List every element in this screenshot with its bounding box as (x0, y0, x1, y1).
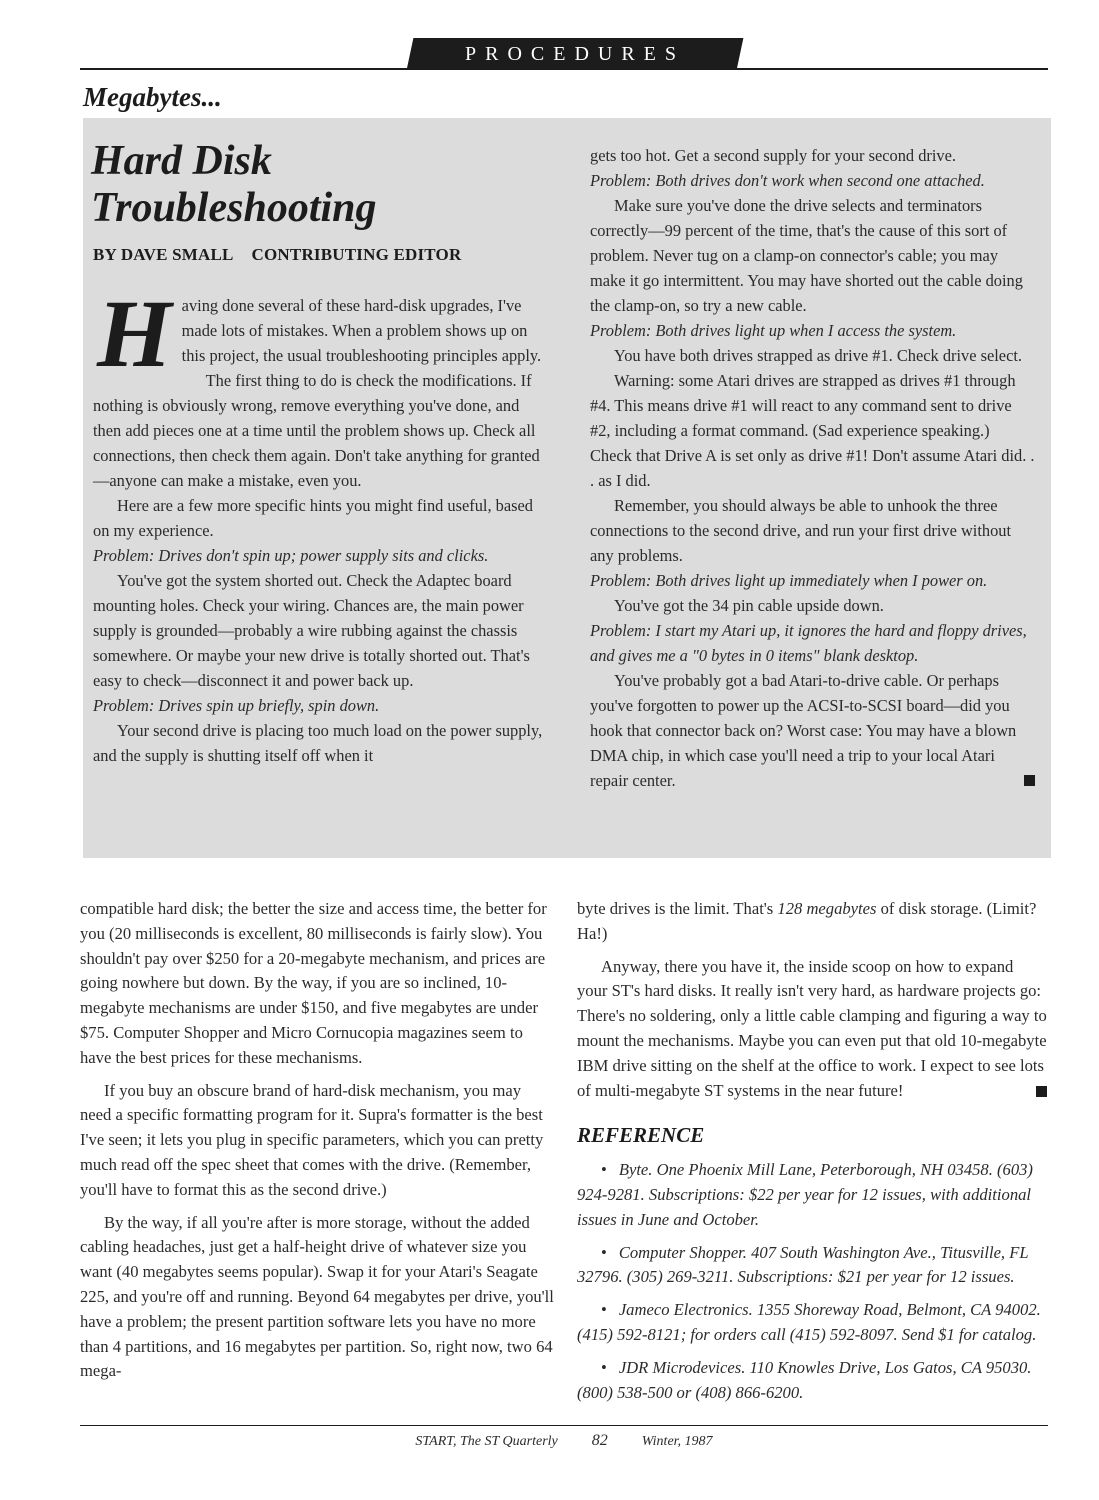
bullet-icon: • (601, 1357, 607, 1377)
lower-left-column (80, 897, 555, 1384)
paragraph (577, 955, 1047, 1104)
article-title (91, 138, 551, 232)
paragraph: Your second drive is placing too much load on the power supply, and the supply is shutting itself off when it (93, 721, 543, 765)
drop-cap: H (97, 280, 172, 387)
footer-publication: START, The ST Quarterly (415, 1434, 558, 1449)
reference-text: Byte. One Phoenix Mill Lane, Peterborough, NH 03458. (603) 924-9281. Subscriptions: $22 per year for 12 issues, with additional issues in June and October. (577, 1160, 1033, 1229)
paragraph (577, 897, 1047, 947)
reference-item (577, 1158, 1047, 1232)
paragraph-text: Anyway, there you have it, the inside scoop on how to expand your ST's hard disks. It really isn't very hard, as hardware projects go: There's no soldering, only a little cable clamping and figuring a way to mount the mechanisms. Maybe you can even put that old 10-megabyte IBM drive sitting on the shelf at the office to work. I expect to see lots of multi-megabyte ST systems in the near future! (577, 956, 1047, 1100)
paragraph-text: You've probably got a bad Atari-to-drive cable. Or perhaps you've forgotten to power up the ACSI-to-SCSI board—did you hook that connector back on? Worst case: You may have a blown DMA chip, in which case you'll need a trip to your local Atari repair center. (590, 671, 1017, 790)
box-left-column (93, 280, 548, 768)
paragraph: Remember, you should always be able to unhook the three connections to the second drive, and run your first drive without any problems. (590, 496, 1012, 565)
page-footer (80, 1432, 1048, 1450)
byline-author: BY DAVE SMALL (93, 245, 234, 264)
end-mark-icon (1024, 775, 1035, 786)
reference-item (577, 1241, 1047, 1291)
paragraph-text: of disk storage. (Limit? Ha!) (577, 899, 1037, 943)
problem-heading: Problem: Drives don't spin up; power supply sits and clicks. (93, 546, 489, 565)
end-mark-icon (1036, 1086, 1047, 1097)
reference-text: JDR Microdevices. 110 Knowles Drive, Los Gatos, CA 95030. (800) 538-500 or (408) 866-6200. (577, 1357, 1032, 1402)
reference-item (577, 1298, 1047, 1348)
paragraph: You've got the 34 pin cable upside down. (614, 596, 884, 615)
bullet-icon: • (601, 1242, 607, 1262)
paragraph: You have both drives strapped as drive #1. Check drive select. (614, 346, 1023, 365)
byline (93, 245, 461, 265)
lower-right-column (577, 897, 1047, 1405)
footer-issue: Winter, 1987 (641, 1434, 713, 1449)
paragraph (93, 280, 548, 387)
emphasis: 128 megabytes (777, 899, 877, 918)
paragraph: The first thing to do is check the modifications. If nothing is obviously wrong, remove everything you've done, and then add pieces one at a time until the problem shows up. Check all connections, then check them again. Don't take anything for granted—anyone can make a mistake, even you. (93, 371, 540, 490)
kicker: Megabytes... (83, 82, 222, 112)
box-right-column (590, 143, 1035, 793)
reference-item (577, 1356, 1047, 1406)
footer-rule (80, 1425, 1048, 1426)
paragraph: Warning: some Atari drives are strapped as drives #1 through #4. This means drive #1 will react to any command sent to drive #2, including a format command. (Sad experience speaking.) Check that Drive A is set only as drive #1! Don't assume Atari did. . . as I did. (590, 371, 1035, 490)
problem-heading: Problem: I start my Atari up, it ignores the hard and floppy drives, and gives me a "0 bytes in 0 items" blank desktop. (590, 621, 1027, 665)
paragraph: compatible hard disk; the better the size and access time, the better for you (20 milliseconds is excellent, 80 milliseconds is fairly slow). You shouldn't pay over $250 for a 20-megabyte mechanism, and prices are going nowhere but down. By the way, if you are so inclined, 10-megabyte mechanisms are under $150, and five megabytes are under $75. Computer Shopper and Micro Cornucopia magazines seem to have the best prices for these mechanisms. (80, 899, 547, 1067)
header-rule (80, 68, 1048, 70)
paragraph: gets too hot. Get a second supply for your second drive. (590, 146, 956, 165)
problem-heading: Problem: Both drives light up when I access the system. (590, 321, 957, 340)
paragraph-text: byte drives is the limit. That's (577, 899, 778, 918)
problem-heading: Problem: Both drives light up immediately when I power on. (590, 571, 988, 590)
article-title-line2: Troubleshooting (91, 185, 377, 231)
paragraph: Make sure you've done the drive selects and terminators correctly—99 percent of the time, that's the cause of this sort of problem. Never tug on a clamp-on connector's cable; you may make it go intermittent. You may have shorted out the cable doing the clamp-on, so try a new cable. (590, 196, 1023, 315)
paragraph (590, 668, 1035, 793)
section-banner: PROCEDURES (464, 43, 686, 65)
byline-role: CONTRIBUTING EDITOR (251, 245, 462, 264)
bullet-icon: • (601, 1300, 607, 1320)
article-title-line1: Hard Disk (91, 138, 272, 184)
paragraph: By the way, if all you're after is more storage, without the added cabling headaches, just get a half-height drive of whatever size you want (40 megabytes seems popular). Swap it for your Atari's Seagate 225, and you're off and running. Beyond 64 megabytes per drive, you'll have a problem; the present partition software lets you have no more than 4 partitions, and 16 megabytes per partition. So, right now, two 64 mega- (80, 1212, 554, 1381)
problem-heading: Problem: Both drives don't work when second one attached. (590, 171, 985, 190)
paragraph: You've got the system shorted out. Check the Adaptec board mounting holes. Check your wiring. Chances are, the main power supply is grounded—probably a wire rubbing against the chassis somewhere. Or maybe your new drive is totally shorted out. That's easy to check—disconnect it and power back up. (93, 571, 530, 690)
page-number: 82 (591, 1432, 608, 1449)
paragraph-text: aving done several of these hard-disk upgrades, I've made lots of mistakes. When a problem shows up on this project, the usual troubleshooting principles apply. (181, 296, 542, 365)
reference-heading: REFERENCE (577, 1123, 705, 1148)
paragraph: If you buy an obscure brand of hard-disk mechanism, you may need a specific formatting program for it. Supra's formatter is the best I've seen; it lets you plug in specific parameters, which you can pretty much read off the spec sheet that comes with the drive. (Remember, you'll have to format this as the second drive.) (80, 1080, 544, 1199)
paragraph: Here are a few more specific hints you might find useful, based on my experience. (93, 496, 534, 540)
bullet-icon: • (601, 1160, 607, 1180)
reference-text: Computer Shopper. 407 South Washington Ave., Titusville, FL 32796. (305) 269-3211. Subscriptions: $21 per year for 12 issues. (577, 1242, 1029, 1287)
problem-heading: Problem: Drives spin up briefly, spin down. (93, 696, 380, 715)
reference-text: Jameco Electronics. 1355 Shoreway Road, Belmont, CA 94002. (415) 592-8121; for orders call (415) 592-8097. Send $1 for catalog. (577, 1300, 1041, 1344)
